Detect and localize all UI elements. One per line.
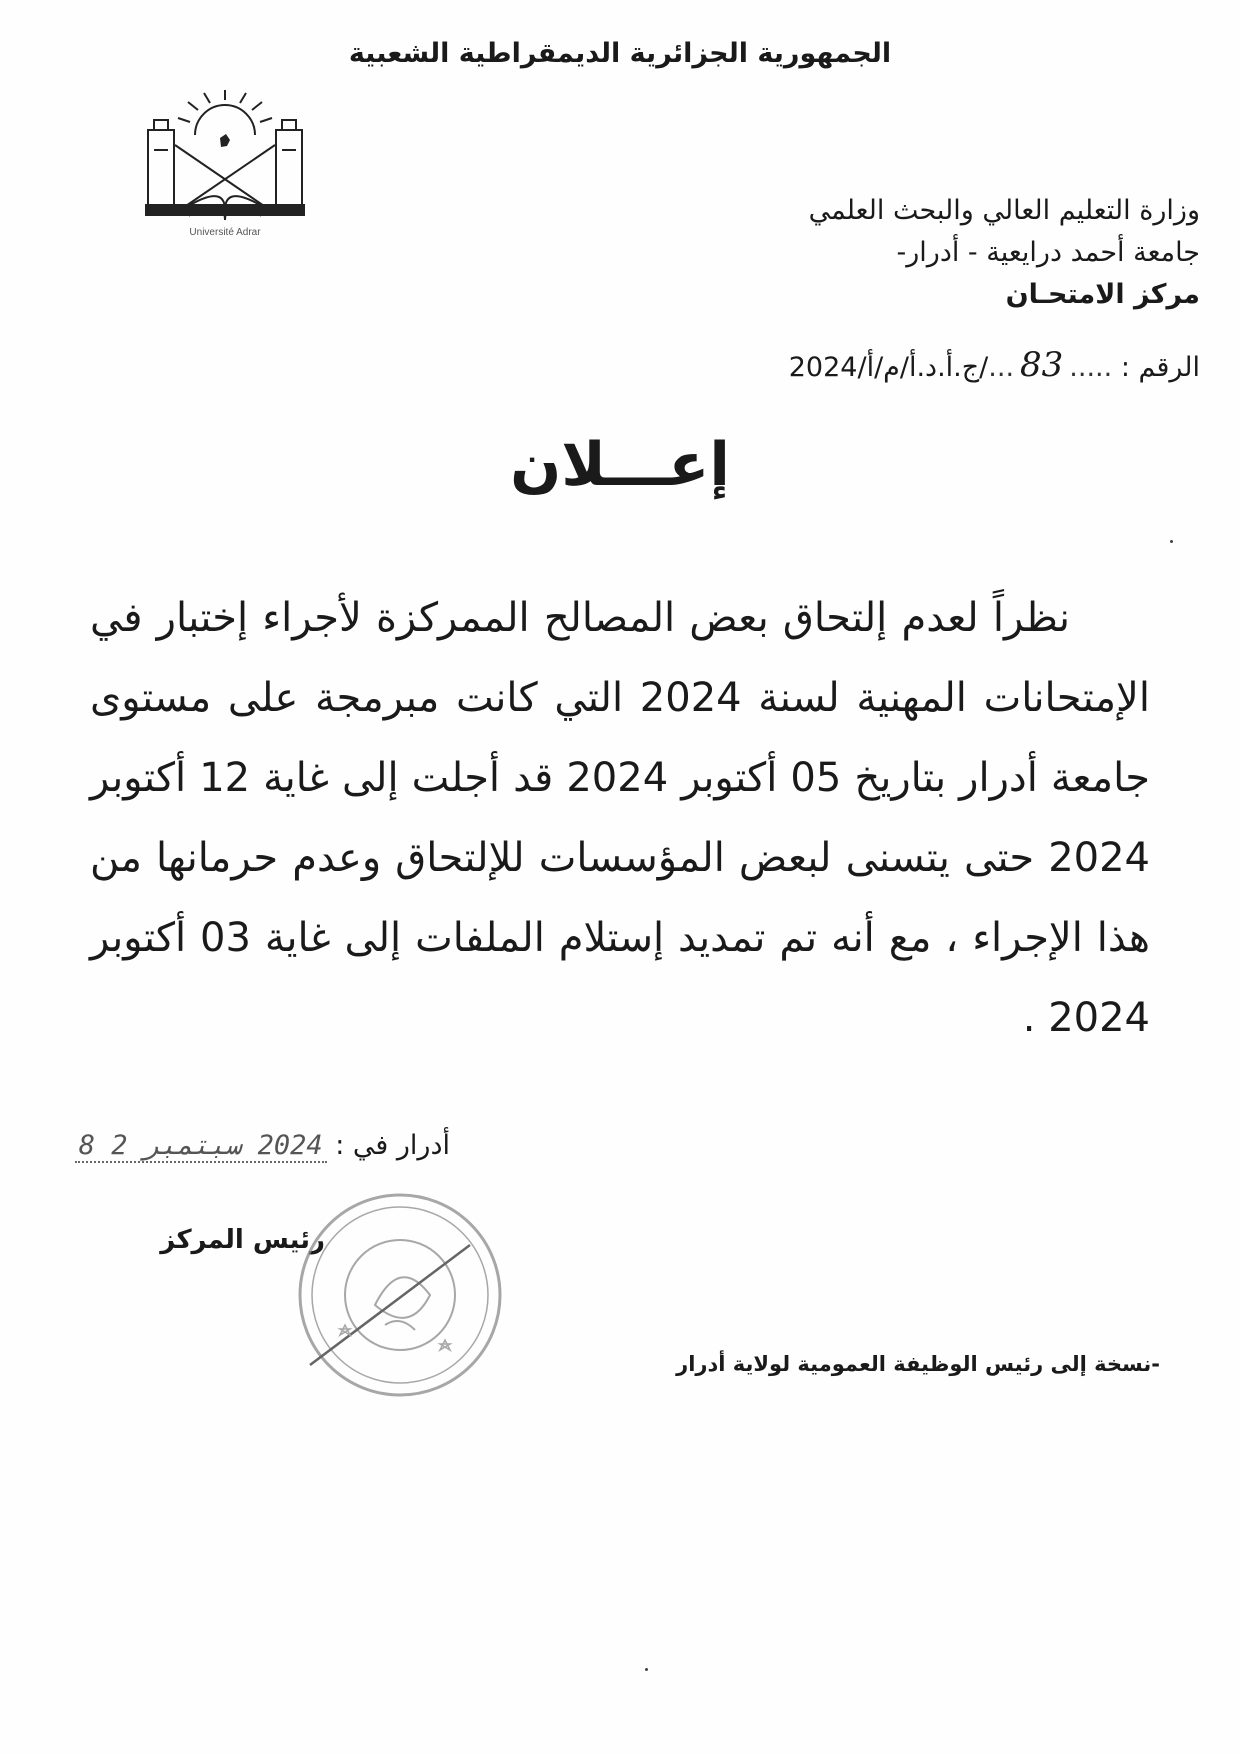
exam-center-line: مركز الامتحـان [1005,278,1200,310]
reference-dots: ..... [1069,352,1113,383]
institution-header [640,190,1200,316]
handwritten-date: 2024 سبتمبر 2 8 [75,1130,327,1163]
place-date-label: أدرار في : [335,1130,450,1161]
body-paragraph: نظراً لعدم إلتحاق بعض المصالح الممركزة لأجراء إختبار في الإمتحانات المهنية لسنة 2024 التي كانت مبرمجة على مستوى جامعة أدرار بتاريخ 05 أكتوبر 2024 قد أجلت إلى غاية 12 أكتوبر 2024 حتى يتسنى لبعض المؤسسات للإلتحاق وعدم حرمانها من هذا الإجراء ، مع أنه تم تمديد إستلام الملفات إلى غاية 03 أكتوبر 2024 . [90,595,1151,1041]
reference-number: 83 [1020,345,1064,385]
scan-speck [645,1668,648,1671]
place-date-line [70,1130,450,1163]
ministry-line: وزارة التعليم العالي والبحث العلمي [808,195,1200,226]
logo-caption: Université Adrar [189,227,261,238]
signer-title: رئيس المركز [160,1225,325,1255]
reference-suffix: /ج.أ.د.أ/م/أ/2024 [788,352,989,383]
reference-line [600,345,1200,385]
announcement-body [90,578,1150,1058]
reference-label: الرقم : [1120,352,1200,383]
university-line: جامعة أحمد درايعية - أدرار- [896,236,1200,268]
announcement-title: إعـــلان [510,430,730,500]
republic-heading: الجمهورية الجزائرية الديمقراطية الشعبية [348,38,892,69]
copy-recipient-note: -نسخة إلى رئيس الوظيفة العمومية لولاية أدرار [676,1352,1160,1376]
scan-speck [1170,540,1173,543]
university-logo [140,90,310,240]
official-stamp [290,1185,510,1405]
reference-dots-2: ... [988,352,1015,383]
